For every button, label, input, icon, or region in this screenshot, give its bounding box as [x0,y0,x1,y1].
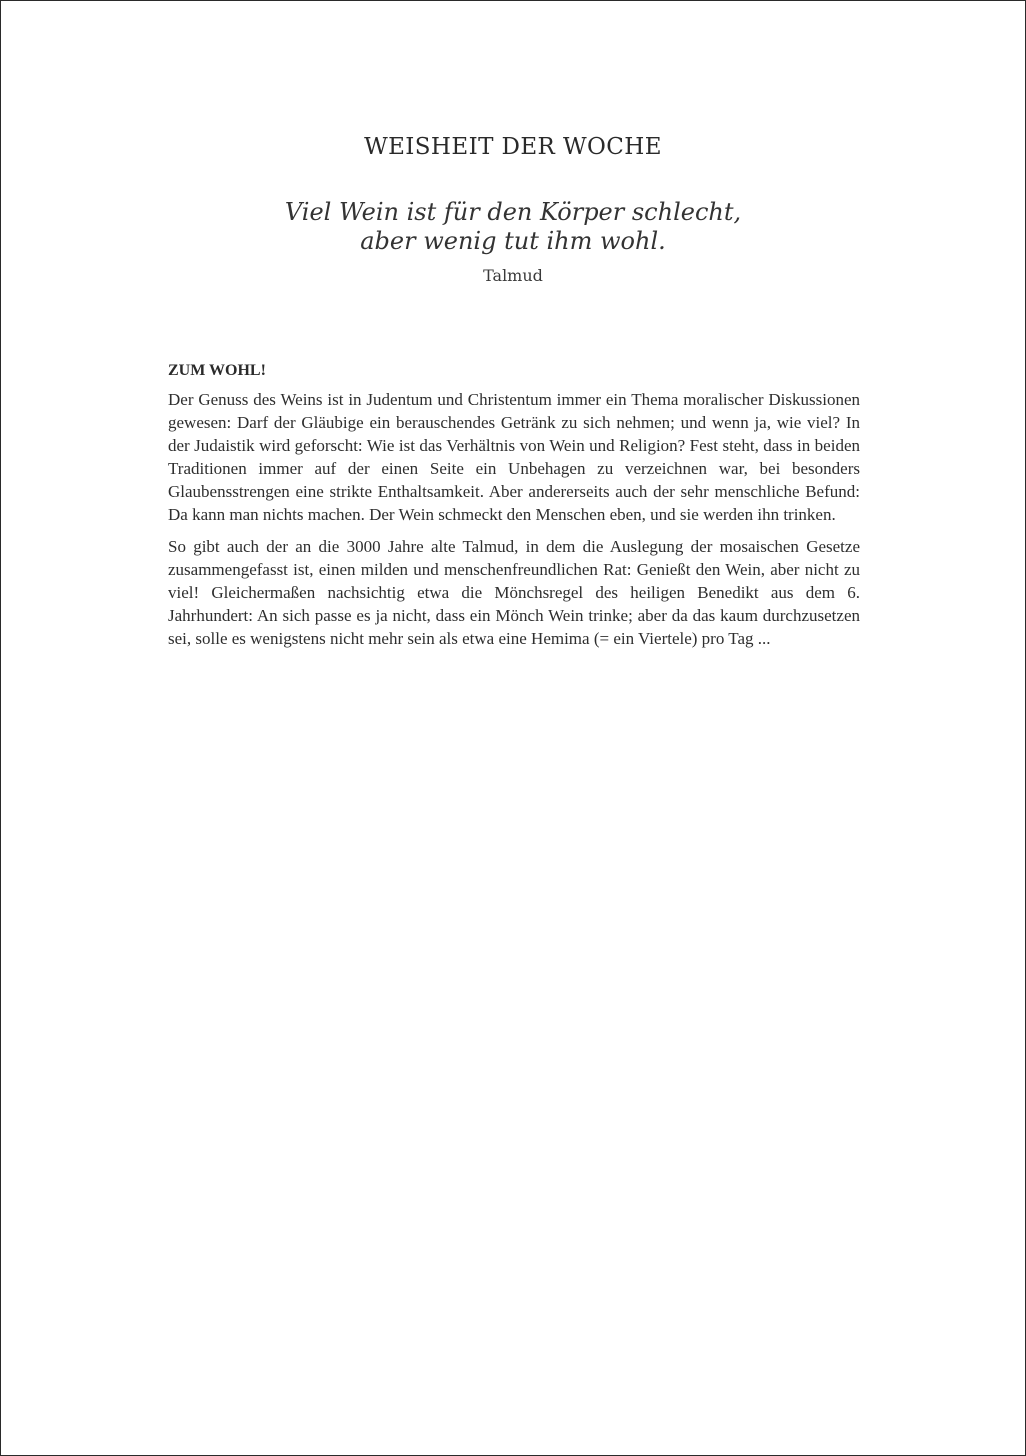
article-paragraph: Der Genuss des Weins ist in Judentum und Christentum immer ein Thema moralischer Diskussionen gewesen: Darf der Gläubige ein berauschendes Getränk zu sich nehmen; und wenn ja, wie viel? In der Judaistik wird geforscht: Wie ist das Verhältnis von Wein und Religion? Fest steht, dass in beiden Traditionen immer auf der einen Seite ein Unbehagen zu verzeichnen war, bei besonders Glaubensstrengen eine strikte Enthaltsamkeit. Aber andererseits auch der sehr menschliche Befund: Da kann man nichts machen. Der Wein schmeckt den Menschen eben, und sie werden ihn trinken. [168,390,860,525]
quote-source: Talmud [483,266,543,285]
quote-line-1: Viel Wein ist für den Körper schlecht, [284,198,742,226]
article [168,361,860,658]
section-heading: ZUM WOHL! [168,362,266,379]
quote-line-2: aber wenig tut ihm wohl. [360,227,666,255]
article-paragraph: So gibt auch der an die 3000 Jahre alte Talmud, in dem die Auslegung der mosaischen Gesetze zusammengefasst ist, einen milden und menschenfreundlichen Rat: Genießt den Wein, aber nicht zu viel! Gleichermaßen nachsichtig etwa die Mönchsregel des heiligen Benedikt aus dem 6. Jahrhundert: An sich passe es ja nicht, dass ein Mönch Wein trinke; aber da das kaum durchzusetzen sei, solle es wenigstens nicht mehr sein als etwa eine Hemima (= ein Viertele) pro Tag ... [168,536,860,648]
page-title: WEISHEIT DER WOCHE [364,134,662,160]
quote-block [1,198,1025,286]
